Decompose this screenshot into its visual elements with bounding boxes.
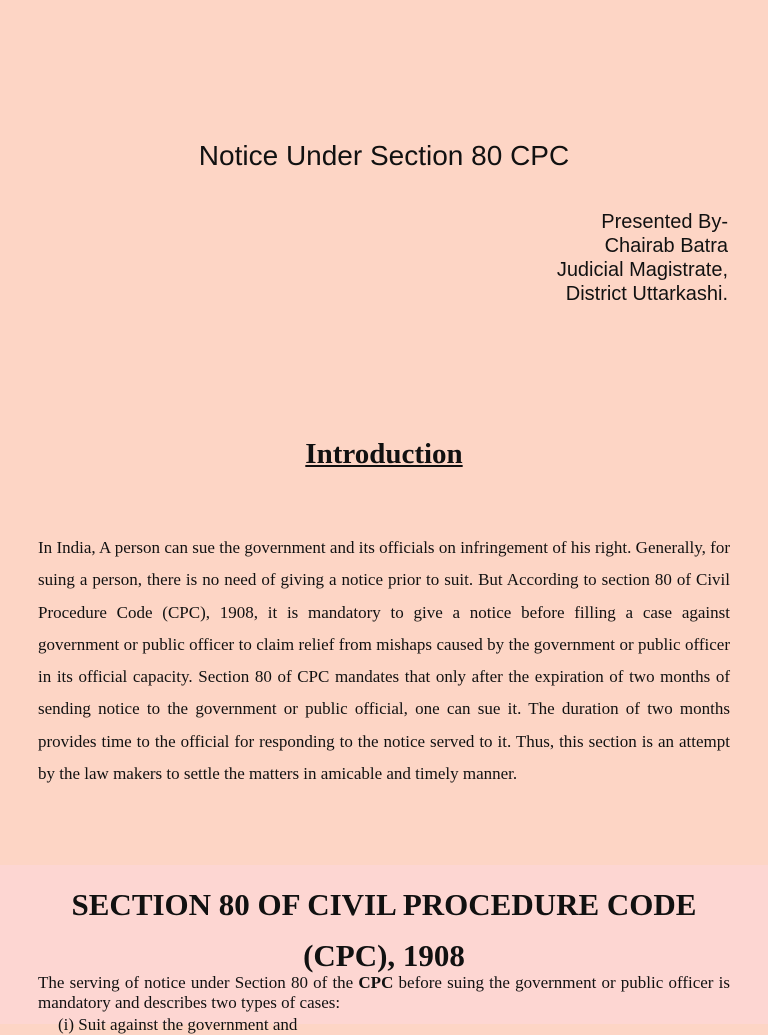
document-title: Notice Under Section 80 CPC — [198, 140, 570, 171]
presenter-line: Presented By- — [601, 211, 728, 233]
presenter-designation: Judicial Magistrate, — [556, 259, 728, 281]
section-paragraph — [38, 973, 730, 1013]
presenter-name: Chairab Batra — [604, 235, 728, 257]
presenter-block — [557, 210, 728, 306]
case-list-item: (i) Suit against the government and — [58, 1015, 298, 1034]
title-slide — [0, 0, 768, 420]
section-text-bold: CPC — [358, 973, 394, 992]
introduction-paragraph: In India, A person can sue the government and its officials on infringement of his right. Generally, for suing a person, there is no need of giving a notice prior to suit. But According to section 80 of Civil Procedure Code (CPC), 1908, it is mandatory to give a notice before filling a case against government or public officer to claim relief from mishaps caused by the government or public officer in its official capacity. Section 80 of CPC mandates that only after the expiration of two months of sending notice to the government or public official, one can sue it. The duration of two months provides time to the official for responding to the notice served to it. Thus, this section is an attempt by the law makers to settle the matters in amicable and timely manner. — [38, 538, 730, 784]
section-80-slide — [0, 865, 768, 1034]
introduction-slide — [0, 420, 768, 865]
section-heading: SECTION 80 OF CIVIL PROCEDURE CODE (CPC), 1908 — [71, 887, 697, 973]
presenter-location: District Uttarkashi. — [565, 283, 728, 305]
section-text-post: before suing the government or public officer is mandatory and describes two types of cases: — [38, 973, 730, 1012]
introduction-heading: Introduction — [305, 438, 463, 470]
section-text-pre: The serving of notice under Section 80 of the — [38, 973, 359, 992]
